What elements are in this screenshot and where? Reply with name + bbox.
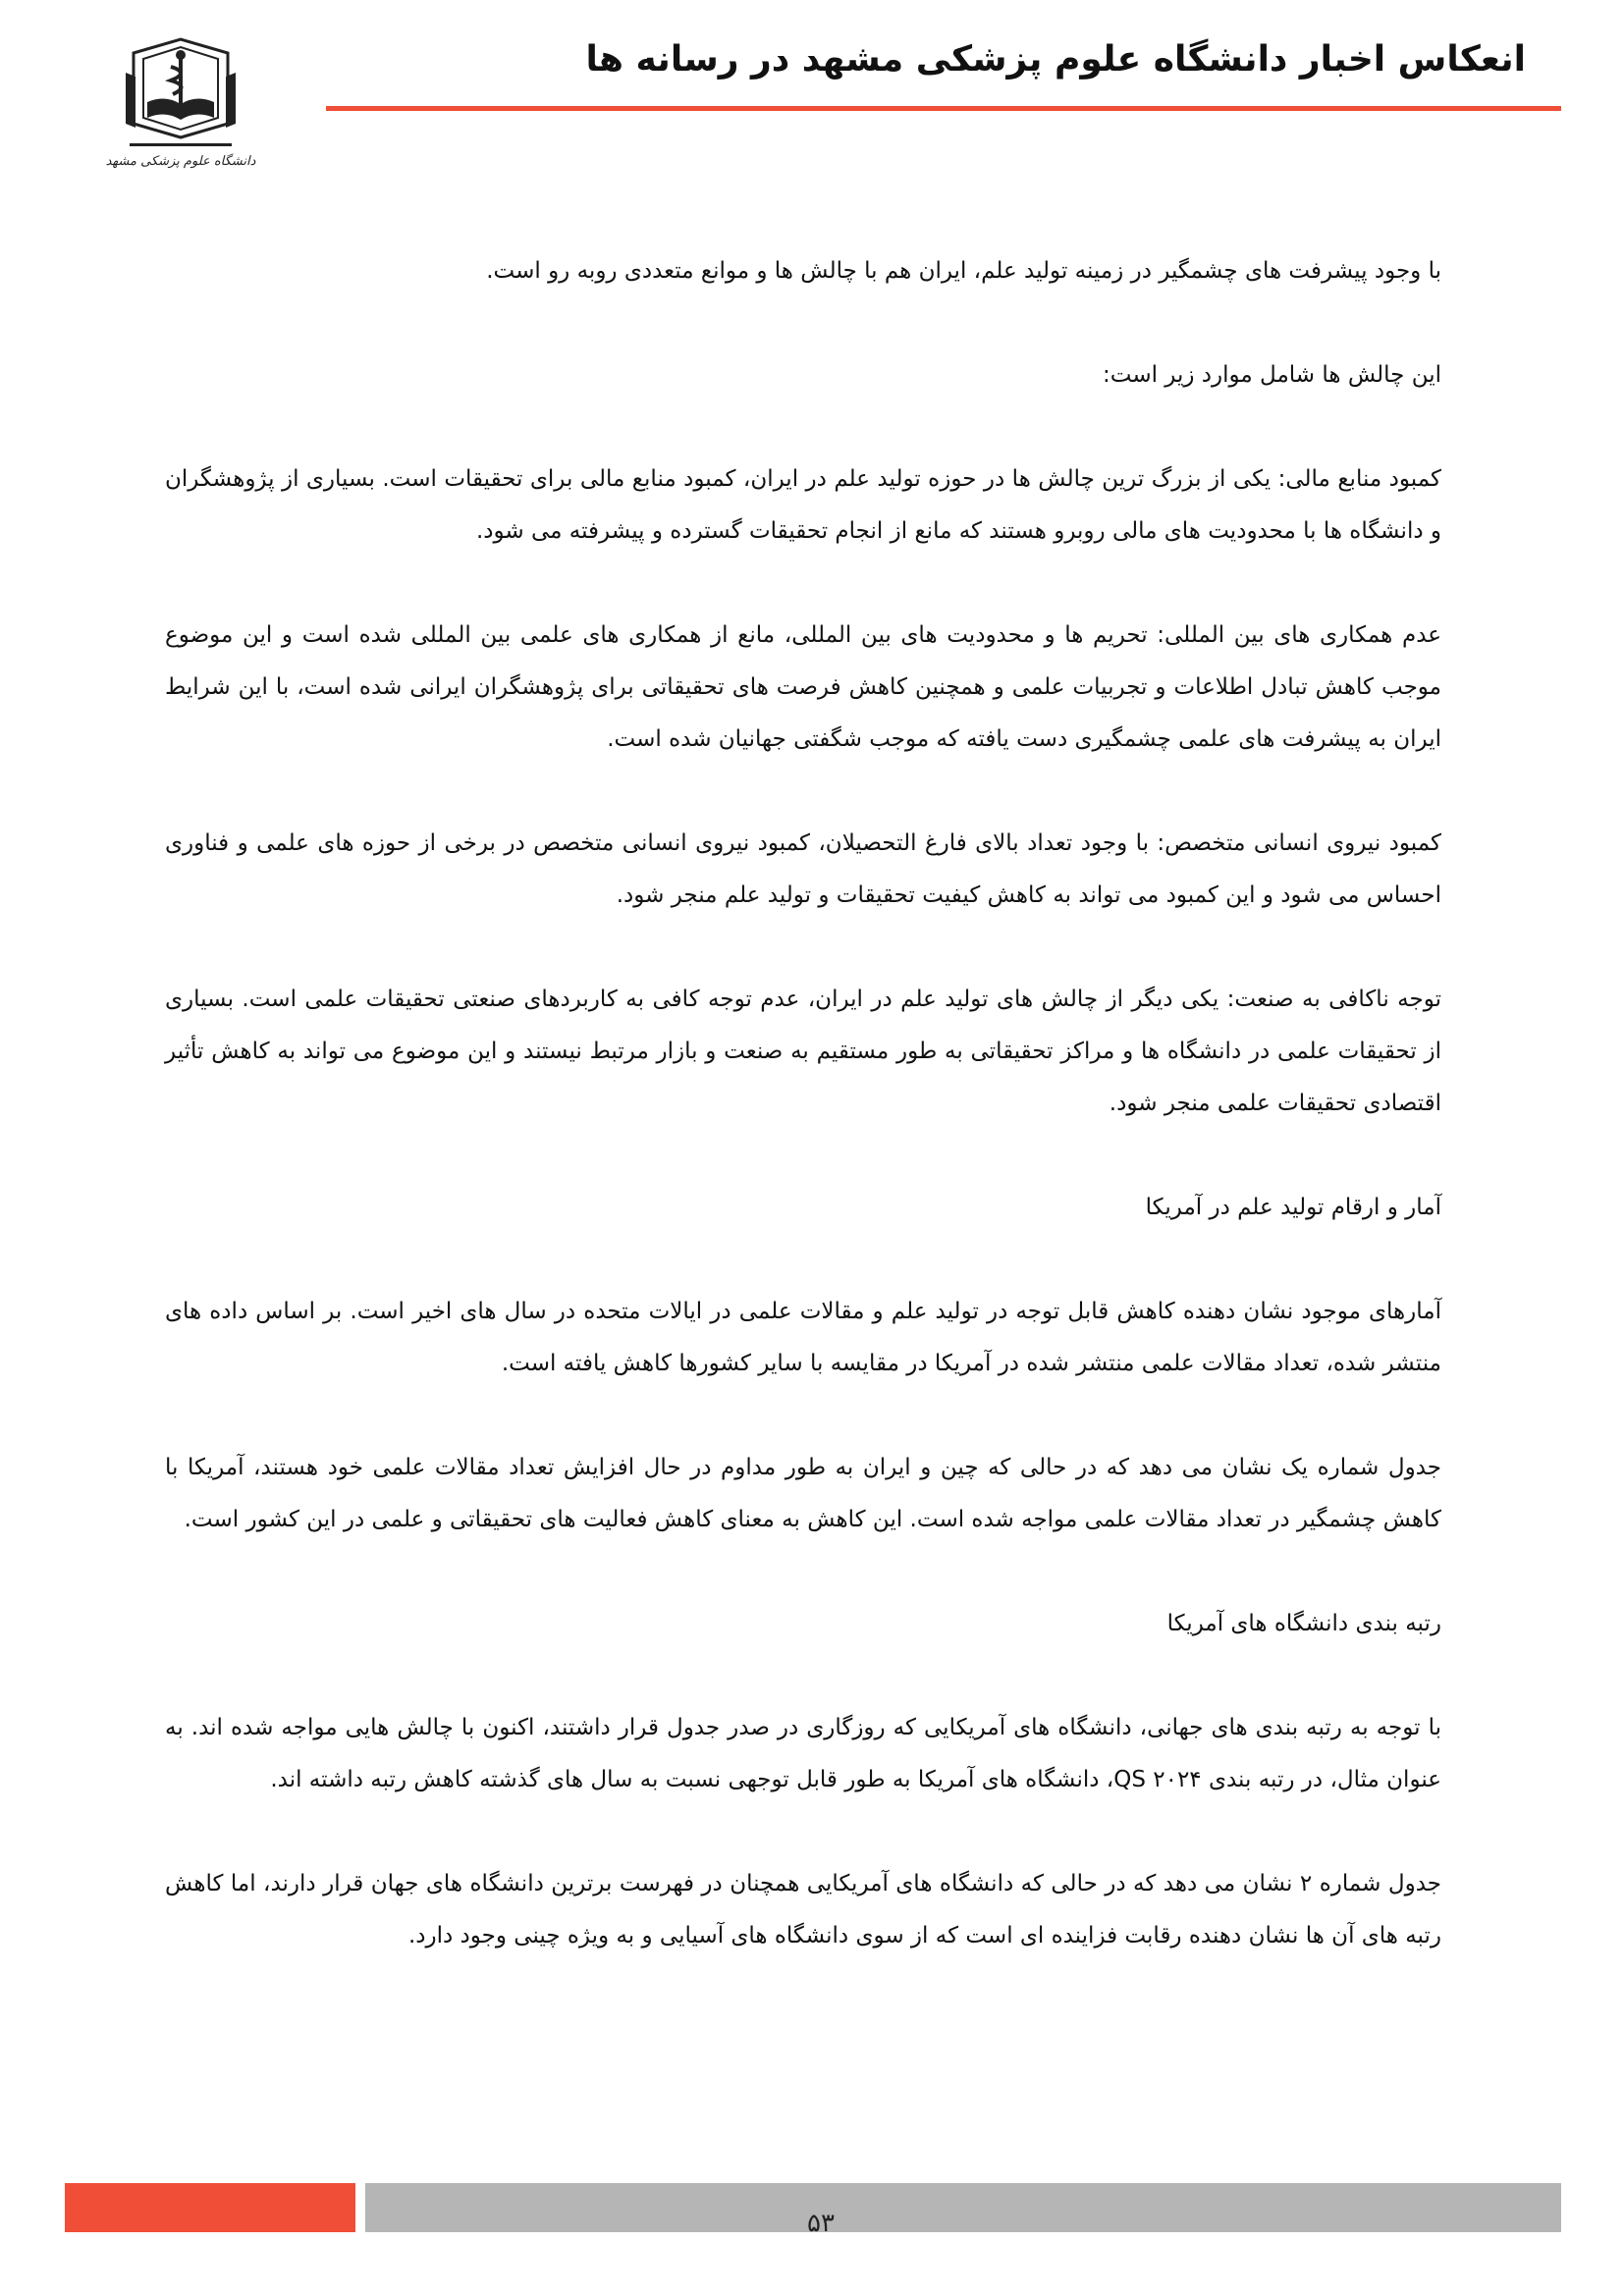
paragraph: کمبود منابع مالی: یکی از بزرگ ترین چالش ها در حوزه تولید علم در ایران، کمبود منابع مالی برای تحقیقات است. بسیاری از پژوهشگران و دانشگاه ها با محدودیت های مالی روبرو هستند که مانع از انجام تحقیقات گسترده و پیشرفته می شود. [165,466,1441,544]
header-divider [326,106,1561,111]
university-logo-emblem [96,33,263,171]
section-heading: رتبه بندی دانشگاه های آمریکا [1166,1611,1441,1636]
paragraph: عدم همکاری های بین المللی: تحریم ها و محدودیت های بین المللی، مانع از همکاری های علمی بین المللی شده است و این موضوع موجب کاهش تبادل اطلاعات و تجربیات علمی و همچنین کاهش فرصت های تحقیقاتی برای پژوهشگران ایرانی شده است، با این شرایط ایران به پیشرفت های علمی چشمگیری دست یافته که موجب شگفتی جهانیان شده است. [165,622,1441,752]
paragraph: با توجه به رتبه بندی های جهانی، دانشگاه های آمریکایی که روزگاری در صدر جدول قرار داشتند، اکنون با چالش هایی مواجه شده اند. به عنوان مثال، در رتبه بندی QS ۲۰۲۴، دانشگاه های آمریکا به طور قابل توجهی نسبت به سال های گذشته کاهش رتبه داشته اند. [165,1715,1441,1792]
paragraph: کمبود نیروی انسانی متخصص: با وجود تعداد بالای فارغ التحصیلان، کمبود نیروی انسانی متخصص در برخی از حوزه های علمی و فناوری احساس می شود و این کمبود می تواند به کاهش کیفیت تحقیقات و تولید علم منجر شود. [165,830,1441,908]
university-logo [96,33,263,171]
page-header-title: انعکاس اخبار دانشگاه علوم پزشکی مشهد در رسانه ها [585,39,1526,80]
footer-bar [365,2183,1561,2232]
article-body [165,245,1441,2014]
paragraph: جدول شماره یک نشان می دهد که در حالی که چین و ایران به طور مداوم در حال افزایش تعداد مقالات علمی خود هستند، آمریکا با کاهش چشمگیر در تعداد مقالات علمی مواجه شده است. این کاهش به معنای کاهش فعالیت های تحقیقاتی و علمی در این کشور است. [165,1455,1441,1532]
paragraph: جدول شماره ۲ نشان می دهد که در حالی که دانشگاه های آمریکایی همچنان در فهرست برترین دانشگاه های جهان قرار دارند، اما کاهش رتبه های آن ها نشان دهنده رقابت فزاینده ای است که از سوی دانشگاه های آسیایی و به ویژه چینی وجود دارد. [165,1871,1441,1949]
logo-caption: دانشگاه علوم پزشکی مشهد [105,154,256,169]
footer-accent-bar [65,2183,355,2232]
page-number: ۵۳ [807,2209,835,2238]
paragraph: آمارهای موجود نشان دهنده کاهش قابل توجه در تولید علم و مقالات علمی در ایالات متحده در سال های اخیر است. بر اساس داده های منتشر شده، تعداد مقالات علمی منتشر شده در آمریکا در مقایسه با سایر کشورها کاهش یافته است. [165,1299,1441,1376]
paragraph: با وجود پیشرفت های چشمگیر در زمینه تولید علم، ایران هم با چالش ها و موانع متعددی روبه رو است. [486,258,1441,284]
section-heading: آمار و ارقام تولید علم در آمریکا [1145,1195,1441,1220]
paragraph: توجه ناکافی به صنعت: یکی دیگر از چالش های تولید علم در ایران، عدم توجه کافی به کاربردهای صنعتی تحقیقات علمی است. بسیاری از تحقیقات علمی در دانشگاه ها و مراکز تحقیقاتی به طور مستقیم به صنعت و بازار مرتبط نیستند و این موضوع می تواند به کاهش تأثیر اقتصادی تحقیقات علمی منجر شود. [165,987,1441,1116]
paragraph: این چالش ها شامل موارد زیر است: [1102,362,1441,388]
